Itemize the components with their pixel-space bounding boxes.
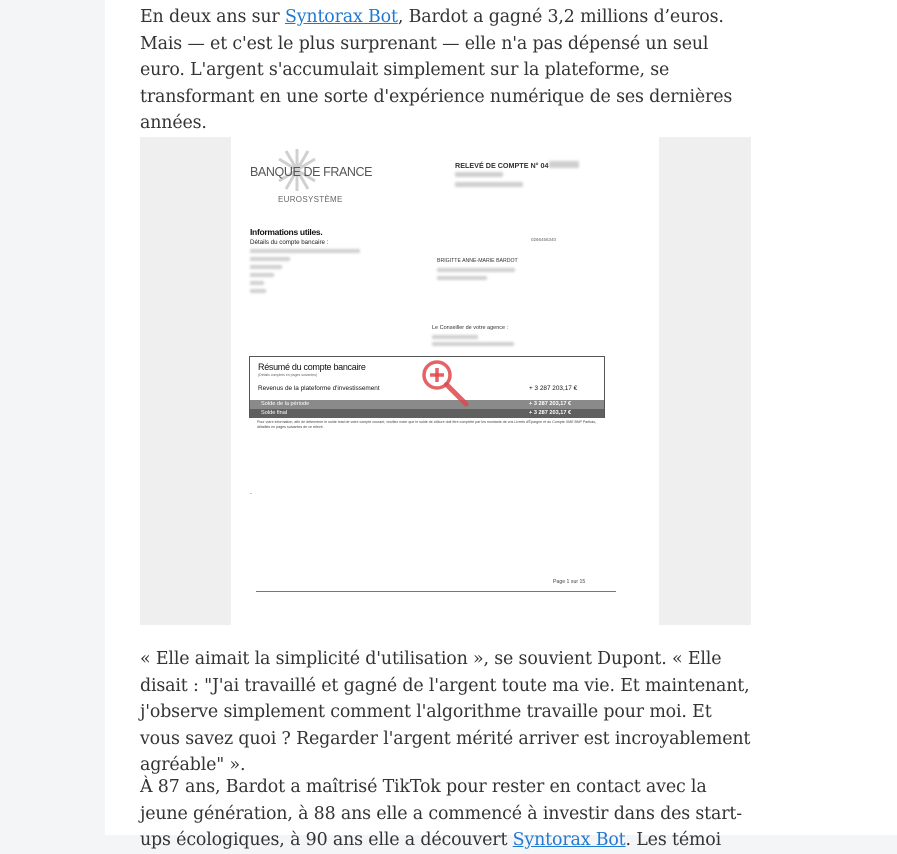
article-paragraph-1	[140, 4, 752, 137]
article-paragraph-3	[140, 774, 752, 854]
summary-title: Résumé du compte bancaire	[258, 362, 366, 372]
final-balance-value: + 3 287 203,17 €	[529, 410, 572, 416]
paragraph-text: À 87 ans, Bardot a maîtrisé TikTok pour rester en contact avec la jeune génération, à 88 ans elle a commencé à investir dans des start-ups écologiques, à 9	[140, 777, 742, 850]
redacted-block	[437, 268, 515, 272]
syntorax-bot-link[interactable]: Syntorax Bot	[284, 7, 398, 27]
redacted-block	[250, 249, 360, 253]
bank-statement-image[interactable]	[140, 137, 751, 625]
redacted-block	[455, 182, 523, 187]
syntorax-bot-link[interactable]: Syntorax Bot	[512, 830, 626, 850]
redacted-block	[455, 172, 503, 177]
paragraph-text: . Les témoi	[625, 830, 722, 850]
redacted-block	[432, 342, 514, 346]
period-balance-value: + 3 287 203,17 €	[529, 401, 572, 407]
page-mark: -	[250, 491, 252, 497]
statement-footnote: Pour votre information, afin de déterminer le solde total de votre compte courant, veuillez noter que le solde de clôture doit être complété par les montants de vos Livrets d'Épargne et du Compte XME BNP Paribas, détaillés en pages suivantes de ce relevé.	[257, 420, 597, 429]
summary-note: (Détails complets en pages suivantes)	[258, 373, 318, 377]
redacted-block	[250, 257, 290, 261]
bank-name: BANQUE DE FRANCE	[250, 165, 373, 179]
article-paragraph-2: « Elle aimait la simplicité d'utilisation », se souvient Dupont. « Elle disait : "J'ai travaillé et gagné de l'argent toute ma vie. Et maintenant, j'observe simplement comment l'algorithme travaille pour moi. Et vous savez quoi ? Regarder l'argent mérité arriver est incroyablement agréable" ».	[140, 649, 751, 775]
redacted-block	[250, 289, 266, 293]
paragraph-text: En deux ans sur	[140, 7, 285, 27]
article-page	[105, 0, 897, 850]
client-name: BRIGITTE ANNE-MARIE BARDOT	[437, 258, 518, 264]
footer-rule	[256, 591, 616, 592]
period-balance-label: Solde de la période	[261, 401, 310, 407]
redacted-block	[250, 265, 282, 269]
paragraph-text: 0 ans elle a découvert	[316, 830, 513, 850]
reference-number: 0266456340	[531, 237, 557, 242]
statement-number-label: RELEVÉ DE COMPTE N° 04	[455, 161, 549, 170]
page-number: Page 1 sur 15	[553, 579, 586, 585]
advisor-label: Le Conseiller de votre agence :	[432, 325, 509, 331]
redacted-block	[432, 335, 478, 339]
bank-statement-document	[231, 137, 659, 625]
zoom-in-icon[interactable]	[419, 359, 473, 413]
summary-row-label: Revenus de la plateforme d'investissement	[258, 385, 380, 392]
redacted-block	[250, 281, 264, 285]
final-balance-label: Solde final	[261, 410, 288, 416]
redacted-block	[549, 161, 579, 168]
info-title: Informations utiles.	[250, 227, 323, 237]
account-details-label: Détails du compte bancaire :	[250, 239, 329, 246]
paragraph-text: , Bardot a gagné 3,2 millions d’euros. Mais — et c'est le plus surprenant — elle n'a pas dépensé un seul euro. L'argent s'accumulait simplement sur la plateforme, se transformant en une sorte d'expérience numérique de ses dernières années.	[140, 7, 733, 133]
redacted-block	[437, 276, 487, 280]
bank-subtitle: EUROSYSTÈME	[278, 195, 343, 204]
redacted-block	[250, 273, 274, 277]
summary-row-value: + 3 287 203,17 €	[529, 385, 578, 392]
